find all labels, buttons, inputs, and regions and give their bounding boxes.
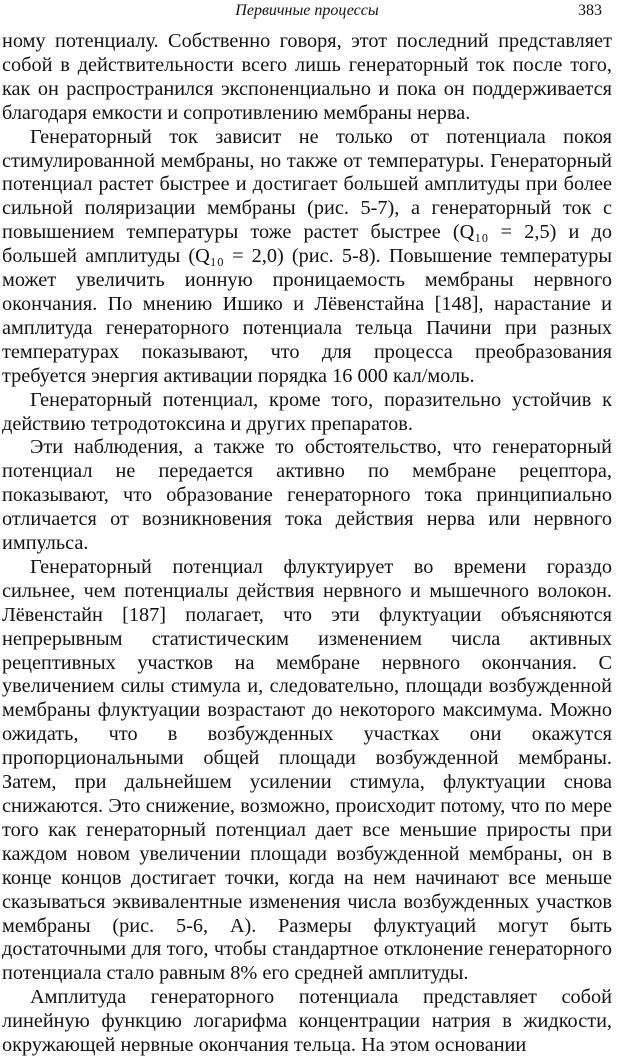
paragraph: Генераторный ток зависит не только от потенциала покоя стимулированной мембраны, но также от температуры. Генераторный потенциал растет быстрее и достигает большей амплитуды при более сильной поляризации мембраны (рис. 5-7), а генераторный ток с повышением температуры тоже растет быстрее (Q₁₀ = 2,5) и до большей амплитуды (Q₁₀ = 2,0) (рис. 5-8). Повышение температуры может увеличить ионную проницаемость мембраны нервного окончания. По мнению Ишико и Лёвенстайна [148], нарастание и амплитуда генераторного потенциала тельца Пачини при разных температурах показывают, что для процесса преобразования требуется энергия активации порядка 16 000 кал/моль.	[2, 125, 612, 387]
paragraph: Генераторный потенциал флуктуирует во времени гораздо сильнее, чем потенциалы действия нервного и мышечного волокон. Лёвенстайн [187] полагает, что эти флуктуации объясняются непрерывным статистическим изменением числа активных рецептивных участков на мембране нервного окончания. С увеличением силы стимула и, следовательно, площади возбужденной мембраны флуктуации возрастают до некоторого максимума. Можно ожидать, что в возбужденных участках они окажутся пропорциональными общей площади возбужденной мембраны. Затем, при дальнейшем усилении стимула, флуктуации снова снижаются. Это снижение, возможно, происходит потому, что по мере того как генераторный потенциал дает все меньшие приросты при каждом новом увеличении площади возбужденной мембраны, он в конце концов достигает точки, когда на нем начинают все меньше сказываться эквивалентные изменения числа возбужденных участков мембраны (рис. 5-6, А). Размеры флуктуаций могут быть достаточными для того, чтобы стандартное отклонение генераторного потенциала стало равным 8% его средней амплитуды.	[2, 555, 612, 985]
page-number: 383	[578, 2, 602, 19]
paragraph: Амплитуда генераторного потенциала представляет собой линейную функцию логарифма концентрации натрия в жидкости, окружающей нервные окончания тельца. На этом основании	[2, 986, 612, 1057]
paragraph: Эти наблюдения, а также то обстоятельство, что генераторный потенциал не передается активно по мембране рецептора, показывают, что образование генераторного тока принципиально отличается от возникновения тока действия нерва или нервного импульса.	[2, 436, 612, 555]
paragraph: ному потенциалу. Собственно говоря, этот последний представляет собой в действительности всего лишь генераторный ток после того, как он распространился экспоненциально и пока он поддерживается благодаря емкости и сопротивлению мембраны нерва.	[2, 30, 612, 124]
paragraph: Генераторный потенциал, кроме того, поразительно устойчив к действию тетродотоксина и других препаратов.	[2, 388, 612, 435]
body-text	[2, 30, 612, 1058]
page-header	[2, 0, 612, 30]
running-title: Первичные процессы	[235, 2, 379, 19]
